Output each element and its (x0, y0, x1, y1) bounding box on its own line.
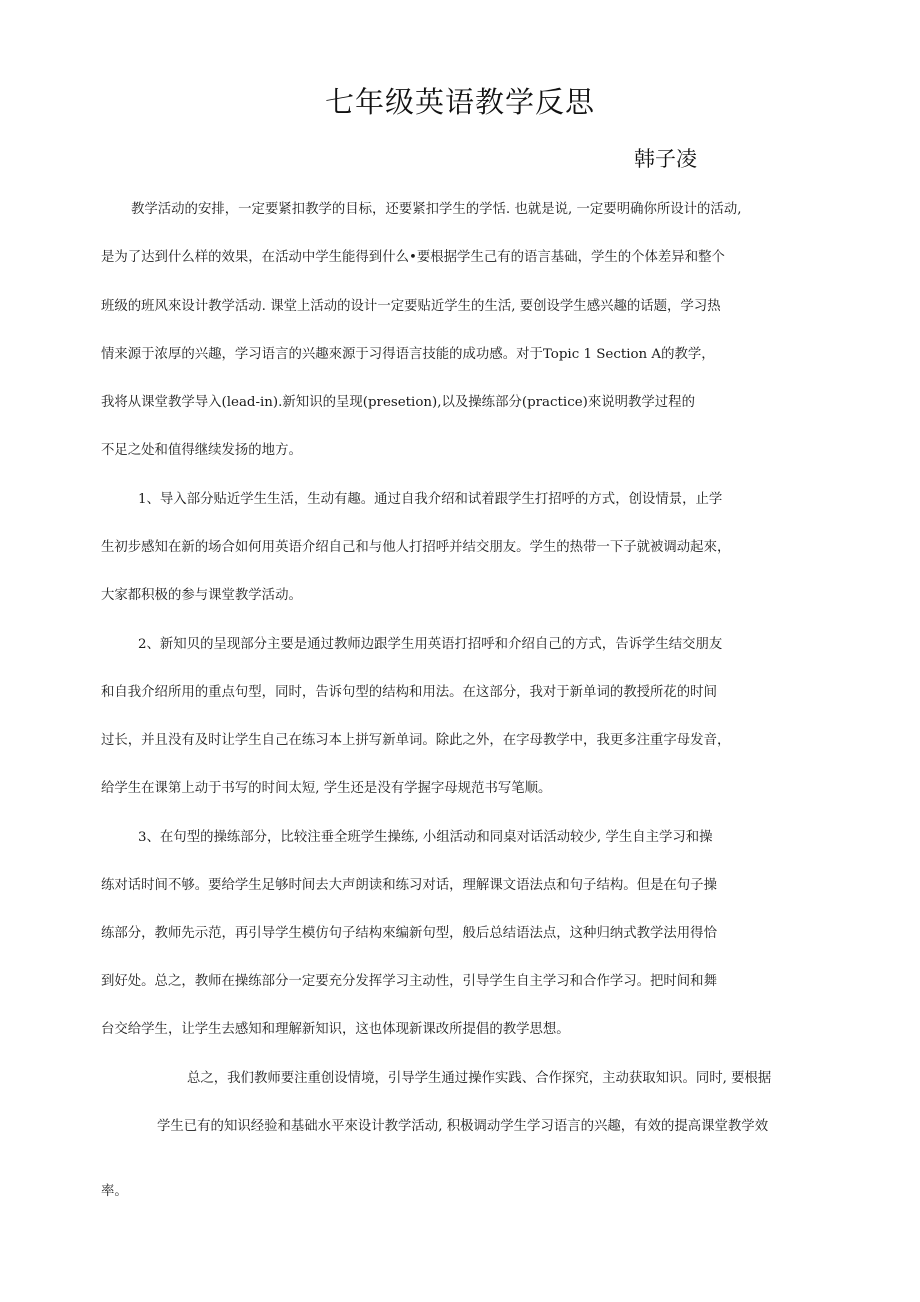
paragraph-point-2-line: 过长，并且没有及时让学生自己在练习本上拼写新单词。除此之外，在字母教学中，我更多注重字母发音， (101, 733, 731, 748)
paragraph-point-2-line: 和自我介绍所用的重点句型，同时，告诉句型的结构和用法。在这部分，我对于新单词的教授所花的时间 (101, 685, 717, 700)
paragraph-intro-line: 教学活动的安排，一定要紧扣教学的目标，还要紧扣学生的学恬. 也就是说, 一定要明确你所设计的活动, (131, 202, 742, 217)
paragraph-point-1-line: 生初步感知在新的场合如何用英语介绍自己和与他人打招呼并结交朋友。学生的热带一下子就被调动起來， (101, 540, 731, 555)
paragraph-point-3-line: 台交给学生，让学生去感知和理解新知识，这也体现新课改所提倡的教学思想。 (101, 1022, 570, 1037)
paragraph-intro-line: 我将从课堂教学导入(lead-in).新知识的呈现(presetion),以及操练部分(practice)來说明教学过程的 (101, 395, 695, 410)
paragraph-point-3-line: 3、在句型的操练部分，比较注垂全班学生操练, 小组活动和同桌对话活动较少, 学生自主学习和操 (138, 830, 713, 845)
paragraph-point-1-line: 1、导入部分贴近学生生活，生动有趣。通过自我介绍和试着跟学生打招呼的方式，创设情景，止学 (138, 492, 723, 507)
paragraph-intro-line: 班级的班风來设计教学活动. 课堂上活动的设计一定要贴近学生的生活, 要创设学生感兴趣的话题，学习热 (101, 299, 721, 314)
paragraph-point-2-line: 2、新知贝的呈现部分主要是通过教师边跟学生用英语打招呼和介绍自己的方式，告诉学生结交朋友 (138, 637, 723, 652)
document-author: 韩子凌 (634, 147, 697, 171)
paragraph-point-2-line: 给学生在课第上动于书写的时间太短, 学生还是没有学握字母规范书写笔顺。 (101, 781, 552, 796)
paragraph-point-1-line: 大家都积极的参与课堂教学活动。 (101, 588, 302, 603)
document-title: 七年级英语教学反思 (324, 85, 595, 119)
paragraph-intro-line: 是为了达到什么样的效果，在活动中学生能得到什么•要根据学生己有的语言基础，学生的个体差异和整个 (101, 250, 725, 265)
paragraph-conclusion-line: 学生已有的知识经验和基础水平來设计教学活动, 积极调动学生学习语言的兴趣，有效的提高课堂教学效 (157, 1119, 769, 1134)
paragraph-point-3-line: 练部分，教师先示范，再引导学生模仿句子结构來编新句型，般后总结语法点，这种归纳式教学法用得恰 (101, 926, 717, 941)
paragraph-intro-line: 不足之处和值得继续发扬的地方。 (101, 443, 302, 458)
paragraph-point-3-line: 到好处。总之，教师在操练部分一定要充分发挥学习主动性，引导学生自主学习和合作学习。把时间和舞 (101, 974, 717, 989)
paragraph-point-3-line: 练对话时间不够。要给学生足够时间去大声朗读和练习对话，理解课文语法点和句子结构。但是在句子操 (101, 878, 717, 893)
paragraph-intro-line: 情来源于浓厚的兴趣，学习语言的兴趣來源于习得语言技能的成功感。对于Topic 1 Section A的教学， (101, 347, 715, 362)
paragraph-conclusion-line: 总之，我们教师要注重创设情境，引导学生通过操作实践、合作探究，主动获取知识。同时, 要根据 (187, 1071, 772, 1086)
paragraph-conclusion-line: 率。 (101, 1184, 128, 1199)
